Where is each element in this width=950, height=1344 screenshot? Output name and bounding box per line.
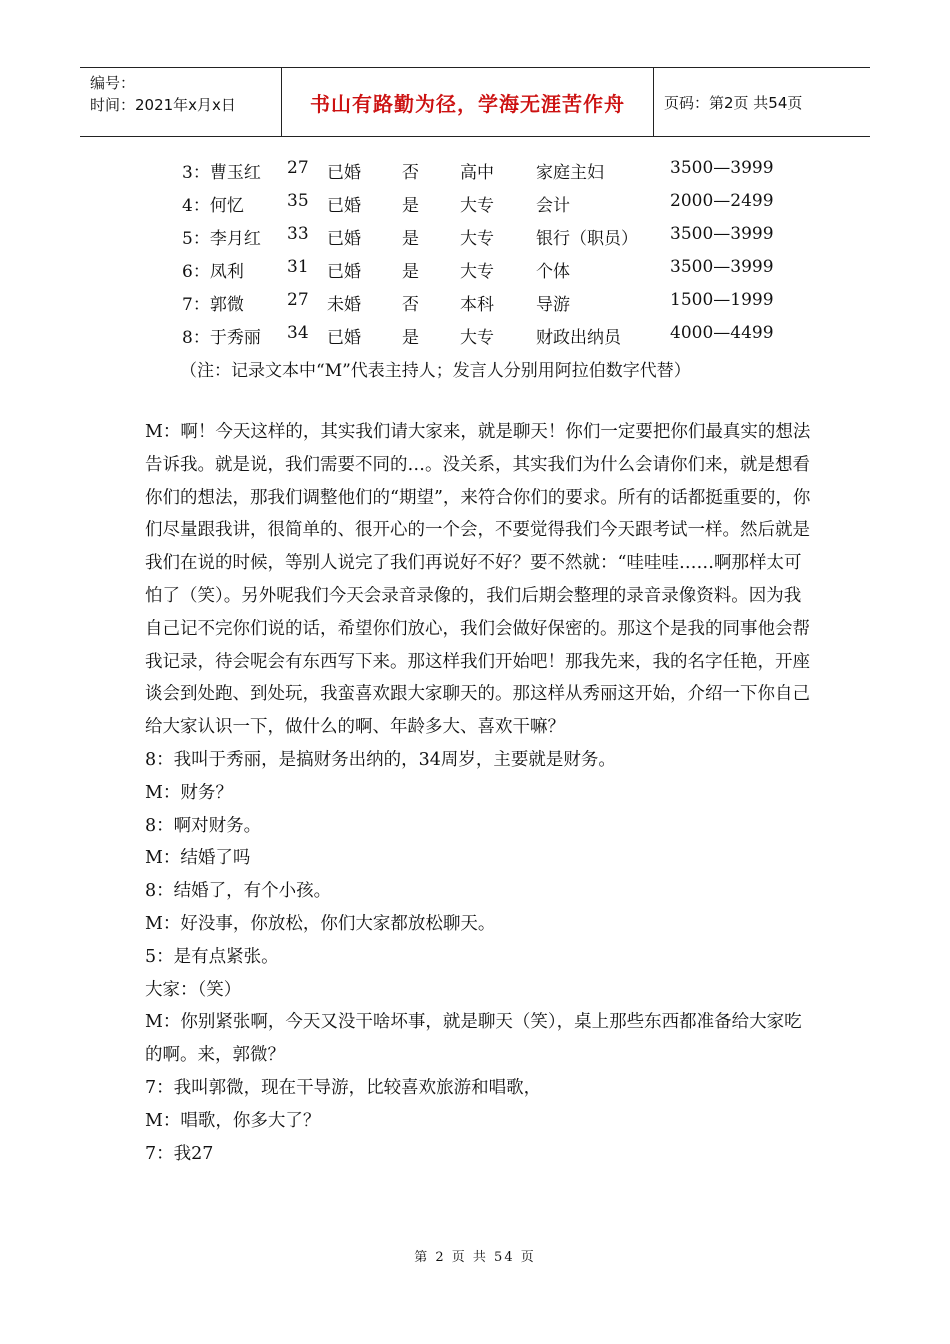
participant-income: 4000—4499 [670, 323, 774, 343]
participant-education: 高中 [460, 163, 494, 183]
page-footer: 第 2 页 共 54 页 [414, 1250, 536, 1265]
participant-children: 否 [402, 295, 419, 315]
participant-occupation: 导游 [536, 295, 570, 315]
table-row [182, 154, 802, 187]
participant-children: 是 [402, 328, 419, 348]
transcript-line: 大家：（笑） [145, 979, 242, 1000]
participant-occupation: 银行（职员） [536, 229, 638, 249]
transcript-line: 7：我27 [145, 1143, 214, 1164]
participant-children: 否 [402, 163, 419, 183]
participant-id: 6：凤利 [182, 262, 244, 282]
participant-table [182, 154, 802, 352]
transcript-line: M：结婚了吗 [145, 848, 251, 869]
participant-income: 3500—3999 [670, 224, 774, 244]
transcript-line: M：好没事，你放松，你们大家都放松聊天。 [145, 913, 496, 934]
participant-income: 3500—3999 [670, 158, 774, 178]
participant-age: 34 [287, 323, 309, 343]
participant-education: 大专 [460, 229, 494, 249]
participant-children: 是 [402, 196, 419, 216]
transcript-line: M：财务？ [145, 782, 233, 803]
transcript-line: 7：我叫郭微，现在干导游，比较喜欢旅游和唱歌， [145, 1077, 542, 1098]
participant-marital: 已婚 [327, 163, 361, 183]
participant-age: 31 [287, 257, 309, 277]
header-page-info: 页码：第2页 共54页 [664, 93, 803, 112]
table-row [182, 286, 802, 319]
participant-age: 35 [287, 191, 309, 211]
transcript-line: M：唱歌，你多大了？ [145, 1110, 321, 1131]
header-meta [80, 68, 282, 136]
transcript-note: （注：记录文本中“M”代表主持人；发言人分别用阿拉伯数字代替） [180, 361, 691, 381]
page-header [80, 67, 870, 137]
header-motto: 书山有路勤为径，学海无涯苦作舟 [282, 68, 654, 136]
participant-income: 3500—3999 [670, 257, 774, 277]
participant-marital: 已婚 [327, 328, 361, 348]
participant-id: 3：曹玉红 [182, 163, 261, 183]
participant-children: 是 [402, 262, 419, 282]
participant-id: 4：何忆 [182, 196, 244, 216]
header-number-label: 编号： [90, 74, 136, 92]
participant-age: 27 [287, 290, 309, 310]
transcript-body [145, 416, 815, 1170]
transcript-line: M：你别紧张啊，今天又没干啥坏事，就是聊天（笑），桌上那些东西都准备给大家吃的啊。来，郭微？ [145, 1012, 802, 1066]
transcript-line: 8：我叫于秀丽，是搞财务出纳的，34周岁，主要就是财务。 [145, 749, 616, 770]
table-row [182, 220, 802, 253]
participant-children: 是 [402, 229, 419, 249]
transcript-line: 8：结婚了，有个小孩。 [145, 881, 332, 902]
transcript-line: 8：啊对财务。 [145, 815, 262, 836]
participant-id: 7：郭微 [182, 295, 244, 315]
transcript-line: M：啊！今天这样的，其实我们请大家来，就是聊天！你们一定要把你们最真实的想法告诉我。就是说，我们需要不同的…。没关系，其实我们为什么会请你们来，就是想看你们的想法，那我们调整他们的“期望”，来符合你们的要求。所有的话都挺重要的，你们尽量跟我讲，很简单的、很开心的一个会，不要觉得我们今天跟考试一样。然后就是我们在说的时候，等别人说完了我们再说好不好？要不然就：“哇哇哇……啊那样太可怕了（笑）。另外呢我们今天会录音录像的，我们后期会整理的录音录像资料。因为我自己记不完你们说的话，希望你们放心，我们会做好保密的。那这个是我的同事他会帮我记录，待会呢会有东西写下来。那这样我们开始吧！那我先来，我的名字任艳，开座谈会到处跑、到处玩，我蛮喜欢跟大家聊天的。那这样从秀丽这开始，介绍一下你自己给大家认识一下，做什么的啊、年龄多大、喜欢干嘛？ [145, 422, 811, 738]
table-row [182, 187, 802, 220]
participant-education: 大专 [460, 262, 494, 282]
participant-occupation: 个体 [536, 262, 570, 282]
table-row [182, 253, 802, 286]
transcript-line: 5：是有点紧张。 [145, 946, 279, 967]
participant-marital: 已婚 [327, 262, 361, 282]
header-time-label: 时间：2021年x月x日 [90, 96, 236, 114]
participant-education: 本科 [460, 295, 494, 315]
participant-id: 8：于秀丽 [182, 328, 261, 348]
participant-marital: 已婚 [327, 229, 361, 249]
table-row [182, 319, 802, 352]
participant-occupation: 会计 [536, 196, 570, 216]
participant-age: 27 [287, 158, 309, 178]
participant-occupation: 家庭主妇 [536, 163, 604, 183]
participant-marital: 已婚 [327, 196, 361, 216]
participant-income: 1500—1999 [670, 290, 774, 310]
participant-id: 5：李月红 [182, 229, 261, 249]
participant-education: 大专 [460, 196, 494, 216]
participant-marital: 未婚 [327, 295, 361, 315]
participant-occupation: 财政出纳员 [536, 328, 621, 348]
participant-income: 2000—2499 [670, 191, 774, 211]
participant-age: 33 [287, 224, 309, 244]
participant-education: 大专 [460, 328, 494, 348]
